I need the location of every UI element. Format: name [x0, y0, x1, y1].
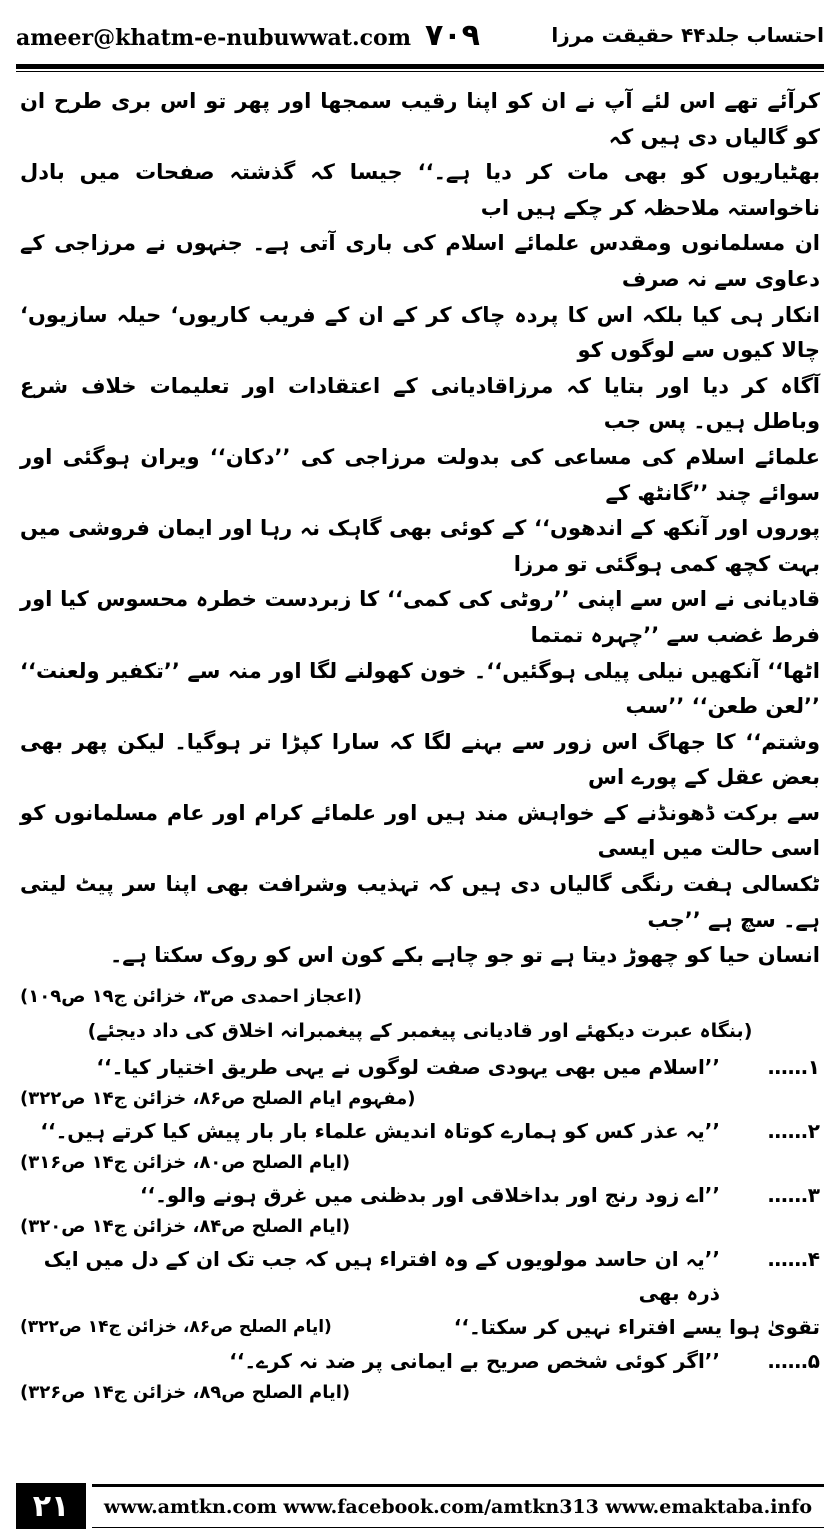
- body-line: ٹکسالی ہفت رنگی گالیاں دی ہیں کہ تہذیب وشرافت بھی اپنا سر پیٹ لیتی ہے۔ سچ ہے ’’جب: [20, 872, 820, 932]
- item-reference: (مفہوم ایام الصلح ص۸۶، خزائن ج۱۴ ص۳۲۲): [20, 1087, 416, 1109]
- body-line: انکار ہی کیا بلکہ اس کا پردہ چاک کر کے ان کے فریب کاریوں‘ حیلہ سازیوں‘ چالا کیوں سے لوگوں کو: [20, 302, 820, 363]
- item-number: ۵……: [767, 1348, 820, 1373]
- item-number: ۳……: [767, 1182, 820, 1207]
- body-line: آگاہ کر دیا اور بتایا کہ مرزاقادیانی کے اعتقادات اور تعلیمات خلاف شرع وباطل ہیں۔ پس جب: [20, 373, 820, 434]
- footer-links[interactable]: www.amtkn.com www.facebook.com/amtkn313 www.emaktaba.info: [92, 1484, 824, 1528]
- footer-page-number: ۲۱: [16, 1483, 86, 1529]
- reference-main: (اعجاز احمدی ص۳، خزائن ج۱۹ ص۱۰۹): [20, 985, 362, 1007]
- item-text: ’’اسلام میں بھی یہودی صفت لوگوں نے یہی طریق اختیار کیا۔‘‘: [96, 1054, 720, 1079]
- body-line: بھٹیاریوں کو بھی مات کر دیا ہے۔‘‘ جیسا کہ گذشتہ صفحات میں بادل ناخواستہ ملاحظہ کر چکے ہیں اب: [20, 160, 820, 220]
- page-footer: [16, 1482, 824, 1530]
- body-line: اٹھا‘‘ آنکھیں نیلی پیلی ہوگئیں‘‘۔ خون کھولنے لگا اور منہ سے ’’تکفیر ولعنت‘‘ ’’لعن طعن‘‘ ’’سب: [20, 658, 820, 719]
- quote-item-1: [20, 1050, 820, 1084]
- body-line: کرآئے تھے اس لئے آپ نے ان کو اپنا رقیب سمجھا اور پھر تو اس بری طرح ان کو گالیاں دی ہیں کہ: [20, 89, 820, 149]
- body-line: قادیانی نے اس سے اپنی ’’روٹی کی کمی‘‘ کا زبردست خطرہ محسوس کیا اور فرط غضب سے ’’چہرہ تمتما: [20, 587, 820, 647]
- body-line: انسان حیا کو چھوڑ دیتا ہے تو جو چاہے بکے کون اس کو روک سکتا ہے۔: [109, 943, 820, 968]
- item-text-line: تقویٰ ہوا یسے افتراء نہیں کر سکتا۔‘‘: [453, 1314, 820, 1339]
- item-number: ۴……: [767, 1246, 820, 1271]
- header-page-number: ۷۰۹: [424, 17, 480, 53]
- item-text-line: ’’یہ ان حاسد مولویوں کے وہ افتراء ہیں کہ جب تک ان کے دل میں ایک ذرہ بھی: [43, 1246, 720, 1305]
- body-line: پوروں اور آنکھ کے اندھوں‘‘ کے کوئی بھی گاہک نہ رہا اور ایمان فروشی میں بہت کچھ کمی ہوگئی تو مرزا: [20, 516, 820, 576]
- header-left: [16, 18, 480, 53]
- item-text: ’’اگر کوئی شخص صریح بے ایمانی پر ضد نہ کرے۔‘‘: [229, 1348, 720, 1373]
- item-number: ۱……: [767, 1054, 820, 1079]
- running-title: احتساب جلد۴۴ حقیقت مرزا: [551, 23, 824, 47]
- body-line: علمائے اسلام کی مساعی کی بدولت مرزاجی کی ’’دکان‘‘ ویران ہوگئی اور سوائے چند ’’گانٹھ کے: [20, 444, 820, 505]
- page-body: [20, 84, 820, 1408]
- header-email: ameer@khatm-e-nubuwwat.com: [16, 24, 411, 51]
- body-line: وشتم‘‘ کا جھاگ اس زور سے بہنے لگا کہ سارا کپڑا تر ہوگیا۔ لیکن پھر بھی بعض عقل کے پورے اس: [20, 729, 820, 790]
- quote-item-3: [20, 1178, 820, 1212]
- item-text: ’’اے زود رنج اور بداخلاقی اور بدظنی میں غرق ہونے والو۔‘‘: [139, 1182, 720, 1207]
- item-reference: (ایام الصلح ص۸۴، خزائن ج۱۴ ص۳۲۰): [20, 1215, 351, 1237]
- item-reference: (ایام الصلح ص۸۰، خزائن ج۱۴ ص۳۱۶): [20, 1151, 351, 1173]
- quote-item-4: [20, 1242, 820, 1310]
- body-line: ان مسلمانوں ومقدس علمائے اسلام کی باری آتی ہے۔ جنہوں نے مرزاجی کے دعاوی سے نہ صرف: [20, 231, 820, 291]
- quote-item-5: [20, 1344, 820, 1378]
- editorial-note: (بنگاہ عبرت دیکھئے اور قادیانی پیغمبر کے پیغمبرانہ اخلاق کی داد دیجئے): [87, 1019, 753, 1042]
- header-rule-thick: [16, 64, 824, 69]
- item-reference: (ایام الصلح ص۸۶، خزائن ج۱۴ ص۳۲۲): [20, 1316, 332, 1337]
- item-number: ۲……: [767, 1118, 820, 1143]
- header-rule-thin: [16, 71, 824, 72]
- item-text: [20, 1242, 750, 1310]
- quote-item-4-continued: [20, 1310, 820, 1344]
- item-text: ’’یہ عذر کس کو ہمارے کوتاہ اندیش علماء بار بار پیش کیا کرتے ہیں۔‘‘: [40, 1118, 720, 1143]
- page-header: [16, 10, 824, 60]
- body-line: سے برکت ڈھونڈنے کے خواہش مند ہیں اور علمائے کرام اور عام مسلمانوں کو اسی حالت میں ایسی: [20, 800, 820, 861]
- main-paragraph: [20, 84, 820, 974]
- item-reference: (ایام الصلح ص۸۹، خزائن ج۱۴ ص۳۲۶): [20, 1381, 351, 1403]
- quote-item-2: [20, 1114, 820, 1148]
